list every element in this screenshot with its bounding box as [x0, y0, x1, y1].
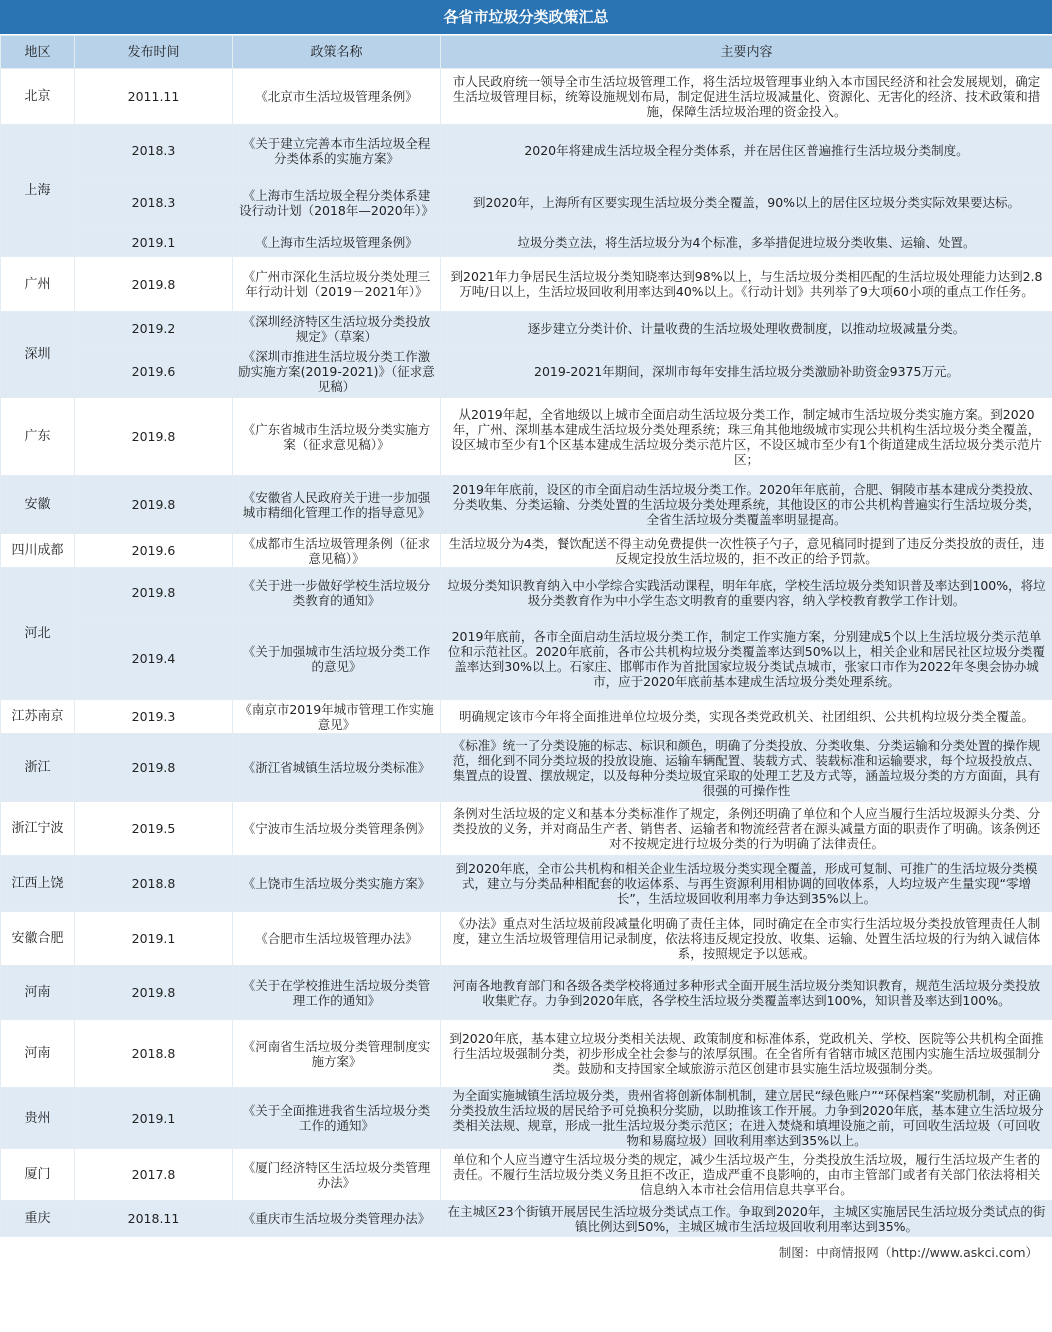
- cell-region: 江西上饶: [1, 856, 75, 912]
- table-row: [1, 69, 1052, 125]
- cell-date: 2019.8: [75, 966, 233, 1020]
- cell-content: 为全面实施城镇生活垃圾分类，贵州省将创新体制机制，建立居民“绿色账户”“环保档案”奖励机制，对正确分类投放生活垃圾的居民给予可兑换积分奖励，以助推该工作开展。力争到2020年底，基本建立生活垃圾分类相关法规、规章，形成一批生活垃圾分类示范区；在进入焚烧和填埋设施之前，可回收生活垃圾（可回收物和易腐垃圾）回收利用率达到35%以上。: [441, 1088, 1052, 1149]
- cell-content: 2019年年底前，设区的市全面启动生活垃圾分类工作。2020年年底前，合肥、铜陵市基本建成分类投放、分类收集、分类运输、分类处置的生活垃圾分类处理系统，其他设区的市公共机构普遍实行生活垃圾分类，全省生活垃圾分类覆盖率明显提高。: [441, 476, 1052, 534]
- cell-date: 2019.8: [75, 398, 233, 476]
- table-header-row: [1, 36, 1052, 69]
- cell-date: 2011.11: [75, 69, 233, 125]
- table-row: [1, 177, 1052, 229]
- cell-policy: 《北京市生活垃圾管理条例》: [233, 69, 441, 125]
- cell-region: 河北: [1, 568, 75, 700]
- cell-content: 从2019年起，全省地级以上城市全面启动生活垃圾分类工作，制定城市生活垃圾分类实施方案。到2020年，广州、深圳基本建成生活垃圾分类处理系统；珠三角其他地级城市实现公共机构生活垃圾分类全覆盖，设区城市至少有1个区基本建成生活垃圾分类示范片区，不设区城市至少有1个街道建成生活垃圾分类示范片区；: [441, 398, 1052, 476]
- cell-date: 2019.5: [75, 802, 233, 856]
- cell-date: 2019.8: [75, 734, 233, 802]
- cell-content: 垃圾分类知识教育纳入中小学综合实践活动课程，明年年底，学校生活垃圾分类知识普及率达到100%，将垃圾分类教育作为中小学生态文明教育的重要内容，纳入学校教育教学工作计划。: [441, 568, 1052, 618]
- cell-content: 在主城区23个街镇开展居民生活垃圾分类试点工作。争取到2020年，主城区实施居民生活垃圾分类试点的街镇比例达到50%，主城区城市生活垃圾回收利用率达到35%。: [441, 1201, 1052, 1237]
- cell-date: 2018.3: [75, 177, 233, 229]
- cell-content: 明确规定该市今年将全面推进单位垃圾分类，实现各类党政机关、社团组织、公共机构垃圾分类全覆盖。: [441, 700, 1052, 734]
- cell-region: 浙江宁波: [1, 802, 75, 856]
- cell-content: 2019-2021年期间，深圳市每年安排生活垃圾分类激励补助资金9375万元。: [441, 346, 1052, 398]
- cell-content: 《办法》重点对生活垃圾前段减量化明确了责任主体，同时确定在全市实行生活垃圾分类投放管理责任人制度，建立生活垃圾管理信用记录制度，依法将违反规定投放、收集、运输、处置生活垃圾的行为纳入诚信体系，按照规定予以惩戒。: [441, 912, 1052, 966]
- cell-region: 北京: [1, 69, 75, 125]
- cell-policy: 《厦门经济特区生活垃圾分类管理办法》: [233, 1149, 441, 1201]
- table-row: [1, 966, 1052, 1020]
- cell-region: 浙江: [1, 734, 75, 802]
- cell-content: 条例对生活垃圾的定义和基本分类标准作了规定，条例还明确了单位和个人应当履行生活垃圾源头分类、分类投放的义务，并对商品生产者、销售者、运输者和物流经营者在源头减量方面的职责作了明确。该条例还对不按规定进行垃圾分类的行为明确了法律责任。: [441, 802, 1052, 856]
- cell-region: 四川成都: [1, 534, 75, 568]
- cell-date: 2019.1: [75, 229, 233, 257]
- table-row: [1, 257, 1052, 312]
- cell-content: 到2020年底，基本建立垃圾分类相关法规、政策制度和标准体系，党政机关、学校、医院等公共机构全面推行生活垃圾强制分类，初步形成全社会参与的浓厚氛围。在全省所有省辖市城区范围内实施生活垃圾强制分类。鼓励和支持国家全域旅游示范区创建市县实施生活垃圾强制分类。: [441, 1020, 1052, 1088]
- table-row: [1, 912, 1052, 966]
- cell-date: 2019.6: [75, 346, 233, 398]
- cell-content: 到2021年力争居民生活垃圾分类知晓率达到98%以上，与生活垃圾分类相匹配的生活垃圾处理能力达到2.8万吨/日以上，生活垃圾回收利用率达到40%以上。《行动计划》共列举了9大项60小项的重点工作任务。: [441, 257, 1052, 312]
- cell-content: 逐步建立分类计价、计量收费的生活垃圾处理收费制度，以推动垃圾减量分类。: [441, 312, 1052, 346]
- cell-policy: 《上海市生活垃圾全程分类体系建设行动计划（2018年—2020年）》: [233, 177, 441, 229]
- table-row: [1, 125, 1052, 177]
- table-row: [1, 534, 1052, 568]
- header-date: 发布时间: [75, 36, 233, 69]
- header-content: 主要内容: [441, 36, 1052, 69]
- cell-date: 2019.1: [75, 912, 233, 966]
- table-row: [1, 476, 1052, 534]
- cell-region: 江苏南京: [1, 700, 75, 734]
- cell-content: 垃圾分类立法，将生活垃圾分为4个标准，多举措促进垃圾分类收集、运输、处置。: [441, 229, 1052, 257]
- source-credit: 制图：中商情报网（http://www.askci.com）: [0, 1237, 1052, 1271]
- cell-policy: 《关于建立完善本市生活垃圾全程分类体系的实施方案》: [233, 125, 441, 177]
- cell-region: 贵州: [1, 1088, 75, 1149]
- cell-date: 2019.3: [75, 700, 233, 734]
- table-row: [1, 312, 1052, 346]
- table-row: [1, 568, 1052, 618]
- cell-date: 2019.1: [75, 1088, 233, 1149]
- cell-policy: 《南京市2019年城市管理工作实施意见》: [233, 700, 441, 734]
- cell-policy: 《广东省城市生活垃圾分类实施方案（征求意见稿）》: [233, 398, 441, 476]
- table-row: [1, 1020, 1052, 1088]
- cell-date: 2018.3: [75, 125, 233, 177]
- cell-region: 河南: [1, 1020, 75, 1088]
- cell-date: 2019.6: [75, 534, 233, 568]
- cell-region: 广东: [1, 398, 75, 476]
- header-region: 地区: [1, 36, 75, 69]
- cell-date: 2018.8: [75, 856, 233, 912]
- cell-date: 2018.8: [75, 1020, 233, 1088]
- table-row: [1, 1149, 1052, 1201]
- cell-policy: 《河南省生活垃圾分类管理制度实施方案》: [233, 1020, 441, 1088]
- cell-region: 上海: [1, 125, 75, 257]
- table-row: [1, 734, 1052, 802]
- cell-content: 河南各地教育部门和各级各类学校将通过多种形式全面开展生活垃圾分类知识教育，规范生活垃圾分类投放收集贮存。力争到2020年底，各学校生活垃圾分类覆盖率达到100%，知识普及率达到100%。: [441, 966, 1052, 1020]
- cell-policy: 《深圳经济特区生活垃圾分类投放规定》（草案）: [233, 312, 441, 346]
- cell-policy: 《关于加强城市生活垃圾分类工作的意见》: [233, 618, 441, 700]
- table-row: [1, 1201, 1052, 1237]
- cell-region: 厦门: [1, 1149, 75, 1201]
- cell-date: 2017.8: [75, 1149, 233, 1201]
- cell-content: 单位和个人应当遵守生活垃圾分类的规定，减少生活垃圾产生，分类投放生活垃圾，履行生活垃圾产生者的责任。不履行生活垃圾分类义务且拒不改正，造成严重不良影响的，由市主管部门或者有关部门依法将相关信息纳入本市社会信用信息共享平台。: [441, 1149, 1052, 1201]
- cell-content: 《标准》统一了分类设施的标志、标识和颜色，明确了分类投放、分类收集、分类运输和分类处置的操作规范，细化到不同分类垃圾的投放设施、运输车辆配置、装载方式、装载标准和运输要求，每个垃圾投放点、集置点的设置、摆放规定，以及每种分类垃圾宜采取的处理工艺及方式等，涵盖垃圾分类的方方面面，具有很强的可操作性: [441, 734, 1052, 802]
- cell-content: 2019年底前，各市全面启动生活垃圾分类工作，制定工作实施方案，分别建成5个以上生活垃圾分类示范单位和示范社区。2020年底前，各市公共机构垃圾分类覆盖率达到50%以上，相关企业和居民社区垃圾分类覆盖率达到30%以上。石家庄、邯郸市作为首批国家垃圾分类试点城市，张家口市作为2022年冬奥会协办城市，应于2020年底前基本建成生活垃圾分类处理系统。: [441, 618, 1052, 700]
- cell-region: 河南: [1, 966, 75, 1020]
- cell-policy: 《广州市深化生活垃圾分类处理三年行动计划（2019－2021年）》: [233, 257, 441, 312]
- cell-region: 安徽: [1, 476, 75, 534]
- cell-region: 安徽合肥: [1, 912, 75, 966]
- cell-date: 2019.8: [75, 257, 233, 312]
- table-row: [1, 856, 1052, 912]
- table-row: [1, 346, 1052, 398]
- policy-table: [0, 35, 1052, 1237]
- cell-policy: 《浙江省城镇生活垃圾分类标准》: [233, 734, 441, 802]
- cell-date: 2019.8: [75, 476, 233, 534]
- cell-policy: 《上饶市生活垃圾分类实施方案》: [233, 856, 441, 912]
- cell-policy: 《宁波市生活垃圾分类管理条例》: [233, 802, 441, 856]
- cell-region: 深圳: [1, 312, 75, 398]
- cell-content: 到2020年，上海所有区要实现生活垃圾分类全覆盖，90%以上的居住区垃圾分类实际效果要达标。: [441, 177, 1052, 229]
- table-row: [1, 618, 1052, 700]
- cell-date: 2019.4: [75, 618, 233, 700]
- cell-date: 2019.2: [75, 312, 233, 346]
- cell-date: 2019.8: [75, 568, 233, 618]
- cell-policy: 《合肥市生活垃圾管理办法》: [233, 912, 441, 966]
- cell-policy: 《重庆市生活垃圾分类管理办法》: [233, 1201, 441, 1237]
- table-row: [1, 1088, 1052, 1149]
- cell-policy: 《上海市生活垃圾管理条例》: [233, 229, 441, 257]
- cell-policy: 《安徽省人民政府关于进一步加强城市精细化管理工作的指导意见》: [233, 476, 441, 534]
- table-row: [1, 802, 1052, 856]
- table-row: [1, 398, 1052, 476]
- table-row: [1, 700, 1052, 734]
- cell-content: 2020年将建成生活垃圾全程分类体系，并在居住区普遍推行生活垃圾分类制度。: [441, 125, 1052, 177]
- cell-policy: 《关于进一步做好学校生活垃圾分类教育的通知》: [233, 568, 441, 618]
- page-title: 各省市垃圾分类政策汇总: [0, 0, 1052, 35]
- cell-date: 2018.11: [75, 1201, 233, 1237]
- cell-content: 市人民政府统一领导全市生活垃圾管理工作，将生活垃圾管理事业纳入本市国民经济和社会发展规划，确定生活垃圾管理目标，统筹设施规划布局，制定促进生活垃圾减量化、资源化、无害化的经济、技术政策和措施，保障生活垃圾治理的资金投入。: [441, 69, 1052, 125]
- header-policy: 政策名称: [233, 36, 441, 69]
- cell-policy: 《关于在学校推进生活垃圾分类管理工作的通知》: [233, 966, 441, 1020]
- cell-region: 重庆: [1, 1201, 75, 1237]
- cell-policy: 《深圳市推进生活垃圾分类工作激励实施方案(2019-2021)》（征求意见稿）: [233, 346, 441, 398]
- table-row: [1, 229, 1052, 257]
- cell-policy: 《成都市生活垃圾管理条例（征求意见稿）》: [233, 534, 441, 568]
- cell-region: 广州: [1, 257, 75, 312]
- cell-content: 生活垃圾分为4类，餐饮配送不得主动免费提供一次性筷子勺子，意见稿同时提到了违反分类投放的责任，违反规定投放生活垃圾的，拒不改正的给予罚款。: [441, 534, 1052, 568]
- cell-policy: 《关于全面推进我省生活垃圾分类工作的通知》: [233, 1088, 441, 1149]
- cell-content: 到2020年底，全市公共机构和相关企业生活垃圾分类实现全覆盖，形成可复制、可推广的生活垃圾分类模式，建立与分类品种相配套的收运体系、与再生资源利用相协调的回收体系，人均垃圾产生量实现“零增长”，生活垃圾回收利用率力争达到35%以上。: [441, 856, 1052, 912]
